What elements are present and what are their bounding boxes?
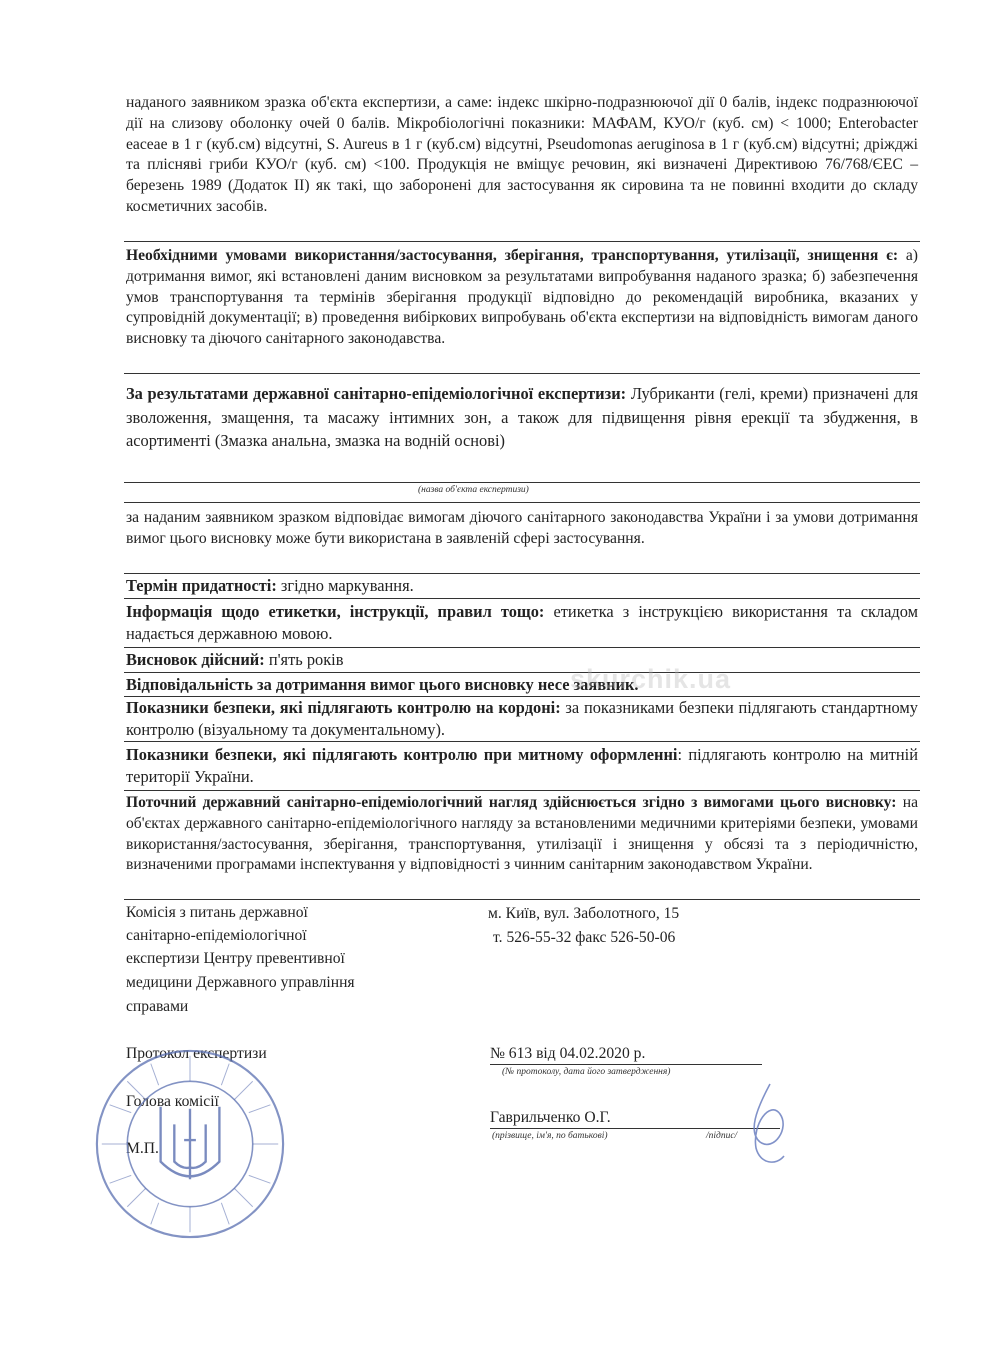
section-heading: Показники безпеки, які підлягають контролю при митному оформленні <box>126 745 678 764</box>
divider <box>124 241 920 242</box>
divider <box>124 573 920 574</box>
divider <box>124 647 920 648</box>
section-text: етикетка з інструкцією використання та складом надається державною мовою. <box>126 602 918 643</box>
trident-emblem <box>161 1107 220 1180</box>
label-info-paragraph <box>126 601 918 645</box>
section-text: Лубриканти (гелі, креми) призначені для зволоження, змащення, та масажу інтимних зон, а також для підвищення рівня ерекції та збудження, в асортименті (Змазка анальна, змазка на водній основі) <box>126 384 918 450</box>
protocol-caption: (№ протоколу, дата його затвердження) <box>502 1067 671 1077</box>
section-text: згідно маркування. <box>276 576 414 595</box>
section-heading: Поточний державний санітарно-епідеміологічний нагляд здійснюється згідно з вимогами цього висновку: <box>126 794 897 811</box>
divider <box>124 672 920 673</box>
protocol-underline <box>490 1064 762 1065</box>
responsibility-row <box>126 675 918 696</box>
chairman-name-caption: (прізвище, ім'я, по батькові) <box>492 1131 608 1141</box>
section-heading: Необхідними умовами використання/застосування, зберігання, транспортування, утилізації, знищення є: <box>126 247 899 264</box>
divider <box>124 502 920 503</box>
address-line: м. Київ, вул. Заболотного, 15 <box>488 905 680 922</box>
section-heading: Інформація щодо етикетки, інструкції, правил тощо: <box>126 602 545 621</box>
commission-line: справами <box>126 998 189 1015</box>
divider <box>124 741 920 742</box>
shelf-life-row <box>126 576 918 597</box>
expertise-results-paragraph <box>126 382 918 453</box>
conformity-paragraph <box>126 508 918 550</box>
object-name-line <box>124 482 920 483</box>
chairman-label: Голова комісії <box>126 1093 219 1110</box>
customs-control-paragraph <box>126 744 918 788</box>
validity-row <box>126 650 918 671</box>
section-text: п'ять років <box>264 650 344 669</box>
section-heading: Показники безпеки, які підлягають контролю на кордоні: <box>126 698 561 717</box>
phone-fax-line: т. 526-55-32 факс 526-50-06 <box>493 929 676 946</box>
protocol-number-date: № 613 від 04.02.2020 р. <box>490 1045 646 1062</box>
section-heading: Відповідальність за дотримання вимог цього висновку несе заявник. <box>126 675 639 694</box>
object-name-caption: (назва об'єкта експертизи) <box>418 485 529 495</box>
signature-caption: /підпис/ <box>706 1131 738 1141</box>
section-heading: За результатами державної санітарно-епідеміологічної експертизи: <box>126 384 627 403</box>
section-text: а) дотримання вимог, які встановлені даним висновком за результатами випробування наданого зразка; б) забезпечення умов транспортування та термінів зберігання продукції відповідно до рекомендацій виробника, вказаних у супровідній документації; в) проведення вибіркових випробувань об'єкта експертизи на відповідність вимогам даного висновку та діючого санітарного законодавства. <box>126 247 918 348</box>
section-text: : підлягають контролю на митній території України. <box>126 745 918 786</box>
watermark-text: skurchik.ua <box>570 664 732 694</box>
official-seal-stamp <box>92 1046 288 1242</box>
protocol-label: Протокол експертизи <box>126 1045 267 1062</box>
divider <box>124 373 920 374</box>
section-text: наданого заявником зразка об'єкта експертизи, а саме: індекс шкірно-подразнюючої дії 0 балів, індекс подразнюючої дії на слизову оболонку очей 0 балів. Мікробіологічні показники: МАФАМ, КУО/г (куб. см) < 1000; Enterobacter eaceae в 1 г (куб.см) відсутні, S. Aureus в 1 г (куб.см) відсутні, Pseudomonas aeruginosa в 1 г (куб.см) відсутні; дріжджі та плісняві гриби КУО/г (куб. см) <100. Продукція не вміщує речовин, які визначені Директивою 76/768/ЄЕС – березень 1989 (Додаток ІІ) як такі, що заборонені для застосування як сировина та не повинні входити до складу косметичних засобів. <box>126 94 918 215</box>
section-text: за показниками безпеки підлягають стандартному контролю (візуальному та документальному). <box>126 698 918 739</box>
divider <box>124 899 920 900</box>
chairman-name: Гаврильченко О.Г. <box>490 1109 611 1126</box>
supervision-paragraph <box>126 793 918 876</box>
seal-place-mark: М.П. <box>126 1140 159 1157</box>
handwritten-signature <box>740 1080 800 1170</box>
commission-line: Комісія з питань державної <box>126 904 308 921</box>
section-text: за наданим заявником зразком відповідає вимогам діючого санітарного законодавства України і за умови дотримання вимог цього висновку може бути використана в заявленій сфері застосування. <box>126 509 918 547</box>
commission-line: експертизи Центру превентивної <box>126 950 345 967</box>
commission-line: санітарно-епідеміологічної <box>126 927 307 944</box>
chairman-name-underline <box>490 1128 780 1129</box>
section-heading: Висновок дійсний: <box>126 650 265 669</box>
section-heading: Термін придатності: <box>126 576 277 595</box>
usage-conditions-paragraph <box>126 246 918 350</box>
divider <box>124 598 920 599</box>
commission-line: медицини Державного управління <box>126 974 355 991</box>
section-text: на об'єктах державного санітарно-епідеміологічного нагляду за встановленими медичними критеріями безпеки, умовами використання/застосування, зберігання, транспортування, утилізації і знищення у обсязі та з періодичністю, визначеними програмами інспектування у відповідності з чинним санітарним законодавством України. <box>126 794 918 874</box>
sample-results-paragraph <box>126 93 918 218</box>
divider <box>124 790 920 791</box>
border-control-paragraph <box>126 697 918 741</box>
